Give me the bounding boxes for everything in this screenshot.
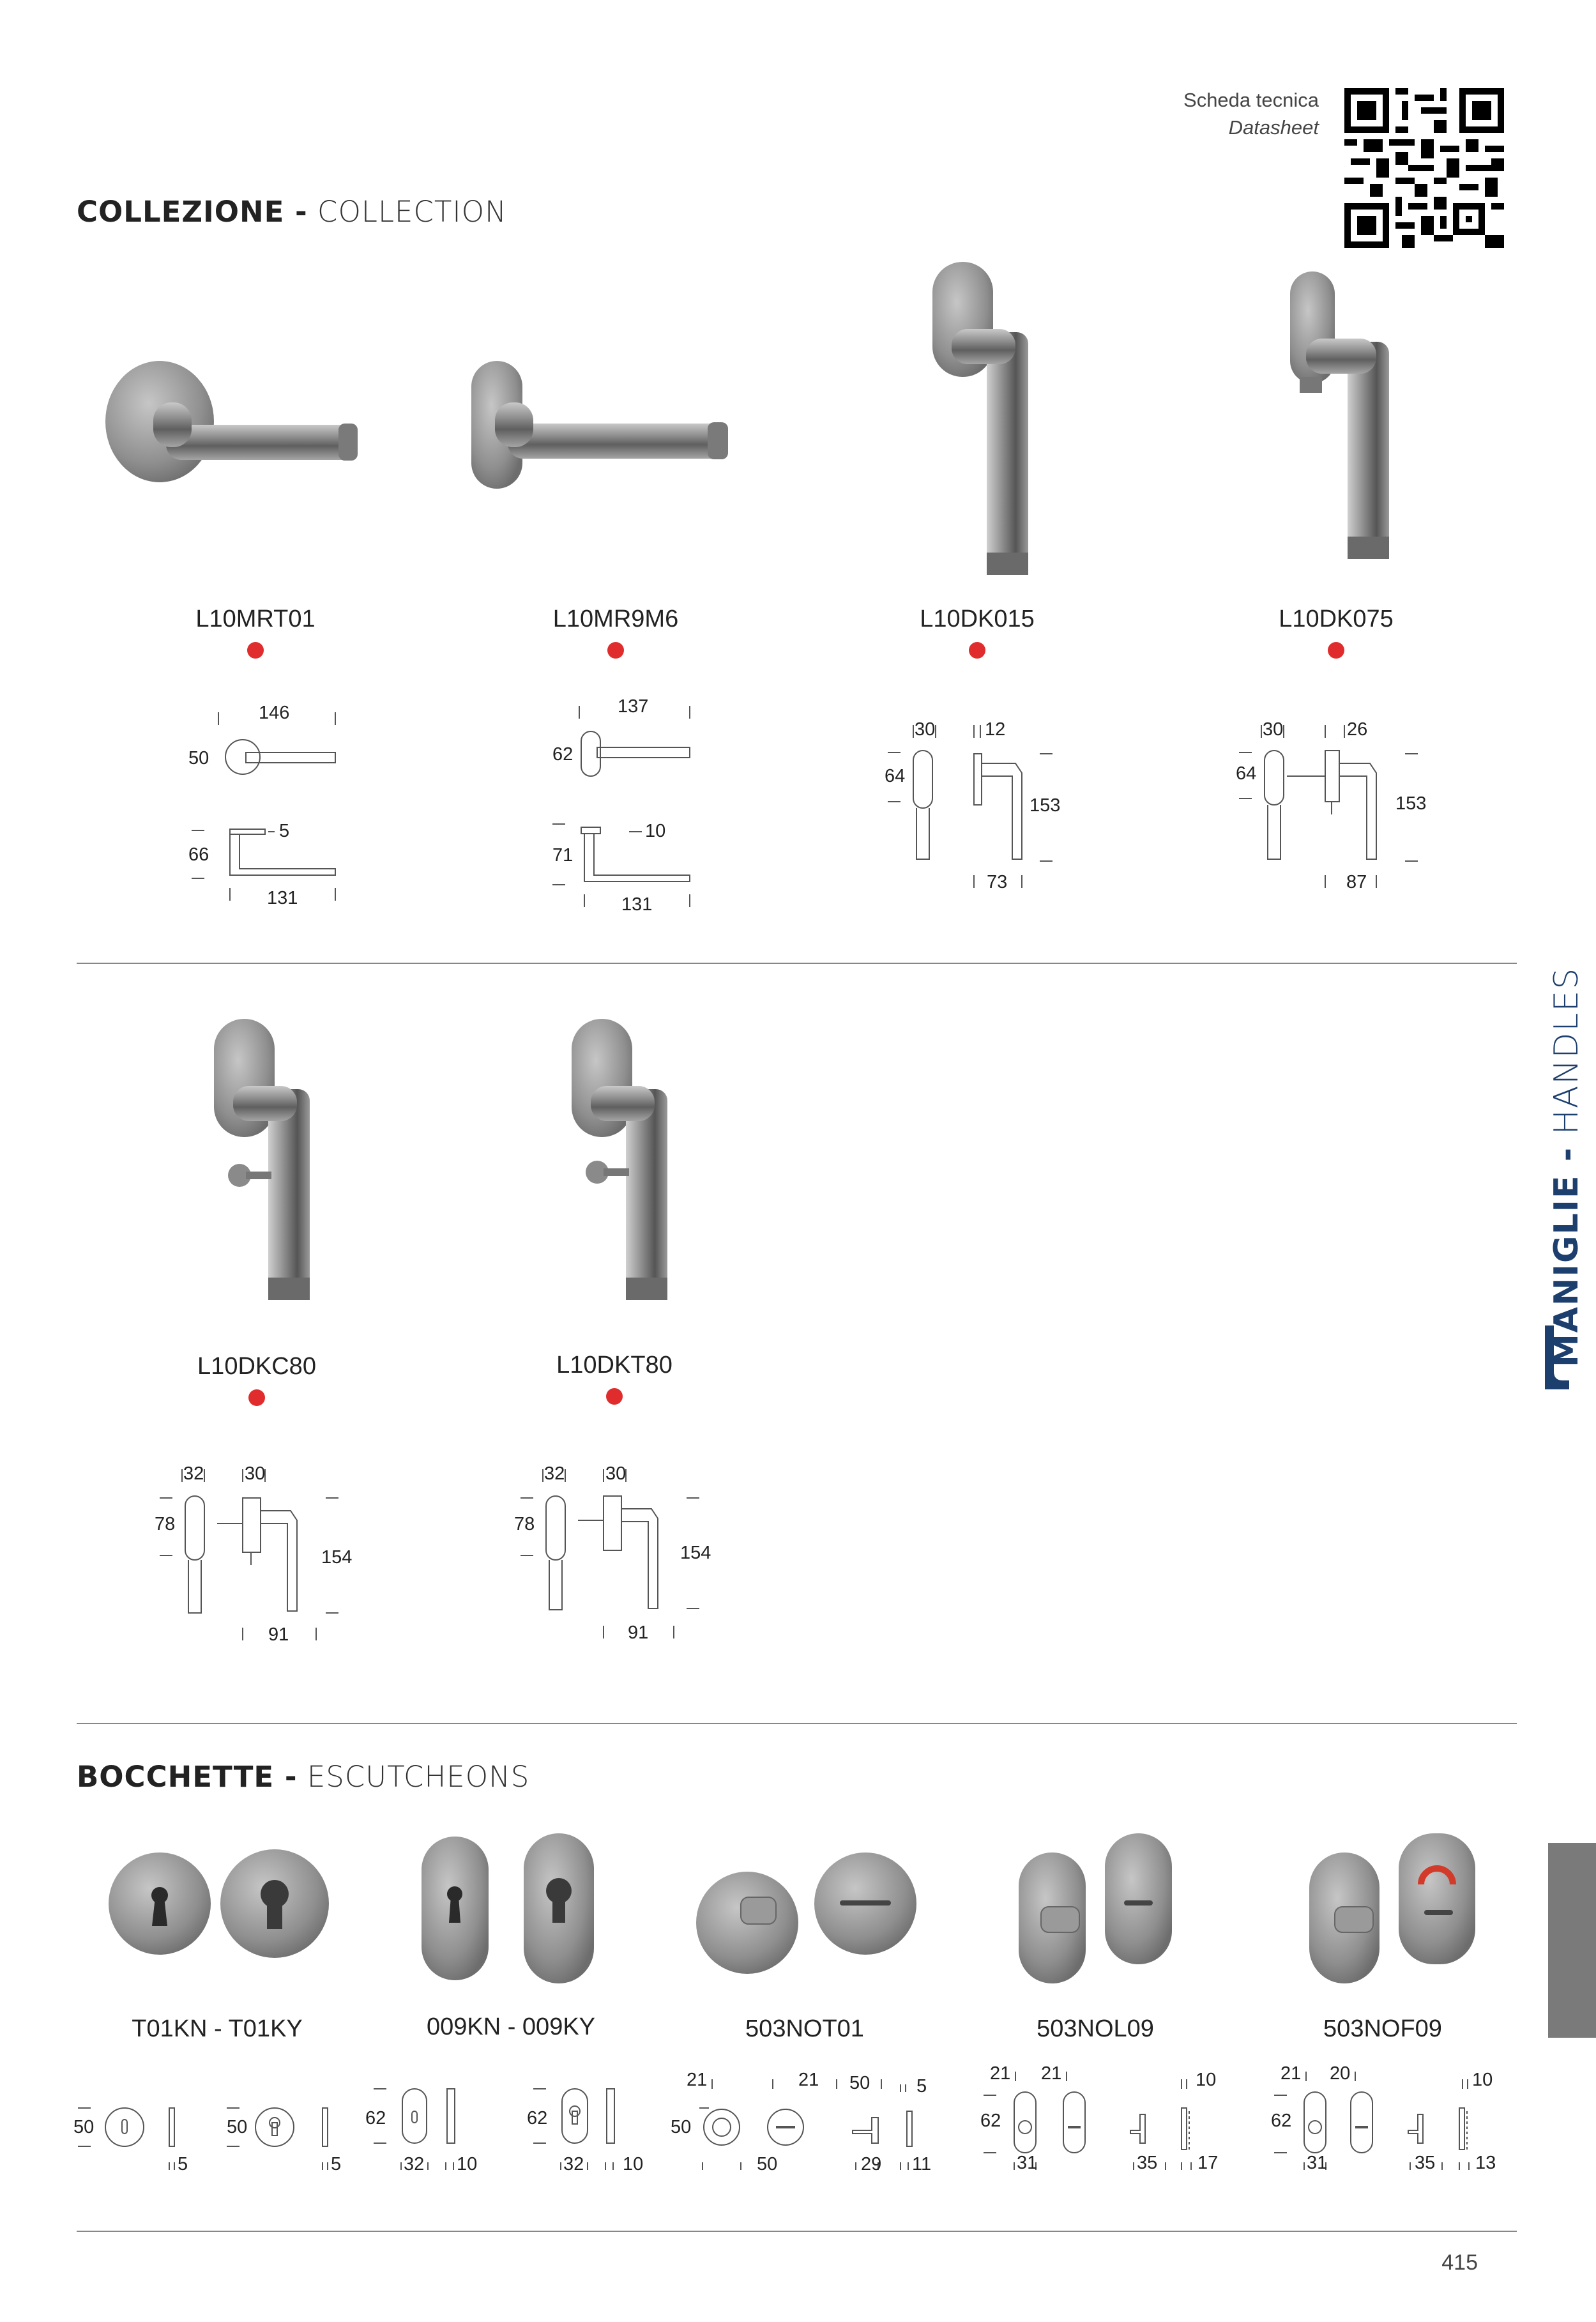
- divider: [77, 2231, 1517, 2232]
- handle-image-l10mrt01: [99, 358, 418, 505]
- dim-height: 50: [188, 748, 209, 768]
- dim-a: 21: [990, 2063, 1011, 2084]
- handle-image-l10mr9m6: [466, 355, 786, 501]
- product-l10mr9m6[interactable]: [545, 606, 686, 659]
- escutcheon-image-503nol09: [1012, 1830, 1178, 1987]
- side-label-bold: MANIGLIE -: [1547, 1146, 1586, 1367]
- dim-d: 62: [1271, 2111, 1292, 2131]
- dim-f: 35: [1415, 2153, 1436, 2173]
- dim-e: 31: [1017, 2153, 1038, 2173]
- dim-width: 137: [618, 696, 649, 717]
- dim-h: 78: [155, 1514, 176, 1534]
- dim-c: 10: [1472, 2070, 1493, 2090]
- dim-d: 62: [980, 2111, 1001, 2131]
- dim-height: 62: [552, 744, 574, 765]
- dim-h: 62: [365, 2108, 386, 2128]
- divider: [77, 963, 1517, 964]
- dim-c: 10: [1196, 2070, 1217, 2090]
- dim-g: 13: [1475, 2153, 1496, 2173]
- escutcheon-code-503nol09[interactable]: 503NOL09: [1037, 2015, 1154, 2042]
- dim-d: 5: [916, 2076, 927, 2097]
- escutcheon-image-503nof09: [1303, 1830, 1482, 1987]
- side-label-light: HANDLES: [1547, 966, 1586, 1147]
- dim-b: 20: [1330, 2063, 1351, 2084]
- product-code: L10MR9M6: [552, 606, 679, 632]
- dim-b: 21: [798, 2070, 819, 2090]
- drawing-503nol09: [980, 2063, 1218, 2173]
- dim-t: 10: [623, 2154, 644, 2174]
- product-l10dkt80[interactable]: [544, 1352, 685, 1405]
- dim-length: 131: [267, 888, 298, 908]
- product-code: L10DK075: [1279, 606, 1394, 632]
- product-l10mrt01[interactable]: [185, 606, 326, 659]
- dim-g: 29: [861, 2154, 882, 2174]
- escutcheon-code-503nof09[interactable]: 503NOF09: [1323, 2015, 1442, 2042]
- product-l10dk015[interactable]: [907, 606, 1047, 659]
- drawing-l10dkc80: [150, 1463, 361, 1654]
- drawing-503not01: [671, 2070, 931, 2174]
- dim-a: 32: [183, 1463, 204, 1484]
- escutcheons-title-light: ESCUTCHEONS: [297, 1760, 530, 1794]
- product-code: L10DK015: [920, 606, 1035, 632]
- datasheet-label: [1183, 86, 1319, 141]
- dim-width: 146: [259, 703, 290, 723]
- drawing-l10mr9m6: [540, 696, 718, 920]
- side-category-text: [1547, 894, 1586, 1367]
- divider: [77, 1723, 1517, 1724]
- dim-b: 12: [985, 719, 1006, 740]
- dim-e: 50: [757, 2154, 778, 2174]
- product-code: L10MRT01: [195, 606, 315, 632]
- collection-title-light: COLLECTION: [307, 195, 507, 229]
- drawing-009: [365, 2089, 643, 2174]
- dim-width: 73: [987, 872, 1008, 892]
- dim-d: 50: [73, 2117, 95, 2137]
- dim-t: 5: [331, 2154, 342, 2174]
- dim-f: 35: [1137, 2153, 1158, 2173]
- dim-width: 91: [628, 1623, 649, 1643]
- dim-b: 30: [245, 1463, 266, 1484]
- drawing-l10dkt80: [511, 1463, 722, 1654]
- availability-dot: [247, 642, 264, 659]
- dim-d: 50: [227, 2117, 248, 2137]
- dim-w: 32: [404, 2154, 425, 2174]
- escutcheon-image-009: [418, 1830, 604, 1987]
- dim-length: 154: [321, 1547, 353, 1568]
- product-code: L10DKC80: [197, 1353, 316, 1380]
- collection-title: [77, 195, 507, 229]
- availability-dot: [606, 1388, 623, 1405]
- dim-f: 50: [849, 2073, 870, 2093]
- product-l10dkc80[interactable]: [186, 1353, 327, 1406]
- side-category-label: [1541, 920, 1596, 1393]
- dim-thickness: 5: [279, 821, 290, 841]
- dim-a: 32: [544, 1463, 565, 1484]
- escutcheon-image-t01: [102, 1843, 338, 1964]
- dim-w: 32: [563, 2154, 584, 2174]
- datasheet-en: Datasheet: [1228, 116, 1319, 139]
- dim-h: 78: [514, 1514, 535, 1534]
- qr-code[interactable]: [1344, 88, 1504, 248]
- escutcheon-code-503not01[interactable]: 503NOT01: [745, 2015, 864, 2042]
- drawing-l10dk075: [1236, 715, 1440, 907]
- escutcheon-drawings: [70, 2060, 1539, 2181]
- page-number: 415: [1441, 2250, 1478, 2275]
- product-l10dk075[interactable]: [1266, 606, 1406, 659]
- dim-length: 131: [621, 894, 653, 915]
- availability-dot: [1328, 642, 1344, 659]
- dim-t: 10: [457, 2154, 478, 2174]
- dim-b: 21: [1041, 2063, 1062, 2084]
- escutcheons-title-bold: BOCCHETTE -: [77, 1760, 298, 1794]
- escutcheons-title: [77, 1760, 529, 1794]
- dim-h: 64: [1236, 763, 1257, 784]
- handle-icon: [1545, 1325, 1569, 1389]
- drawing-503nof09: [1271, 2063, 1496, 2173]
- dim-a: 21: [1281, 2063, 1302, 2084]
- section-tab[interactable]: [1548, 1843, 1596, 2038]
- dim-h: 62: [527, 2108, 548, 2128]
- datasheet-it: Scheda tecnica: [1183, 89, 1319, 111]
- drawing-l10dk015: [881, 715, 1086, 907]
- dim-depth: 71: [552, 845, 574, 866]
- dim-length: 154: [680, 1543, 711, 1563]
- product-code: L10DKT80: [556, 1352, 673, 1379]
- dim-a: 30: [1263, 719, 1284, 740]
- collection-title-bold: COLLEZIONE -: [77, 195, 308, 229]
- escutcheon-code-t01[interactable]: T01KN - T01KY: [132, 2015, 303, 2042]
- dim-t: 5: [178, 2154, 188, 2174]
- dim-depth: 66: [188, 844, 209, 865]
- dim-e: 31: [1307, 2153, 1328, 2173]
- availability-dot: [248, 1389, 265, 1406]
- dim-h: 64: [885, 766, 906, 786]
- dim-h: 11: [912, 2154, 932, 2174]
- escutcheon-code-009[interactable]: 009KN - 009KY: [426, 2013, 596, 2040]
- dim-width: 87: [1346, 872, 1367, 892]
- drawing-l10mrt01: [179, 696, 358, 913]
- drawing-t01: [73, 2108, 341, 2174]
- dim-g: 17: [1197, 2153, 1219, 2173]
- dim-thickness: 10: [645, 821, 666, 841]
- dim-width: 91: [268, 1624, 289, 1645]
- escutcheon-image-503not01: [693, 1840, 923, 1980]
- dim-c: 50: [671, 2117, 692, 2137]
- availability-dot: [607, 642, 624, 659]
- handle-image-l10dk075: [1281, 268, 1395, 562]
- dim-b: 26: [1347, 719, 1368, 740]
- dim-a: 21: [687, 2070, 708, 2090]
- dim-length: 153: [1030, 795, 1061, 816]
- availability-dot: [969, 642, 985, 659]
- dim-length: 153: [1395, 793, 1427, 814]
- dim-a: 30: [915, 719, 936, 740]
- handle-image-l10dkt80: [565, 1016, 680, 1310]
- handle-image-l10dk015: [926, 259, 1041, 578]
- dim-b: 30: [605, 1463, 627, 1484]
- handle-image-l10dkc80: [208, 1016, 323, 1310]
